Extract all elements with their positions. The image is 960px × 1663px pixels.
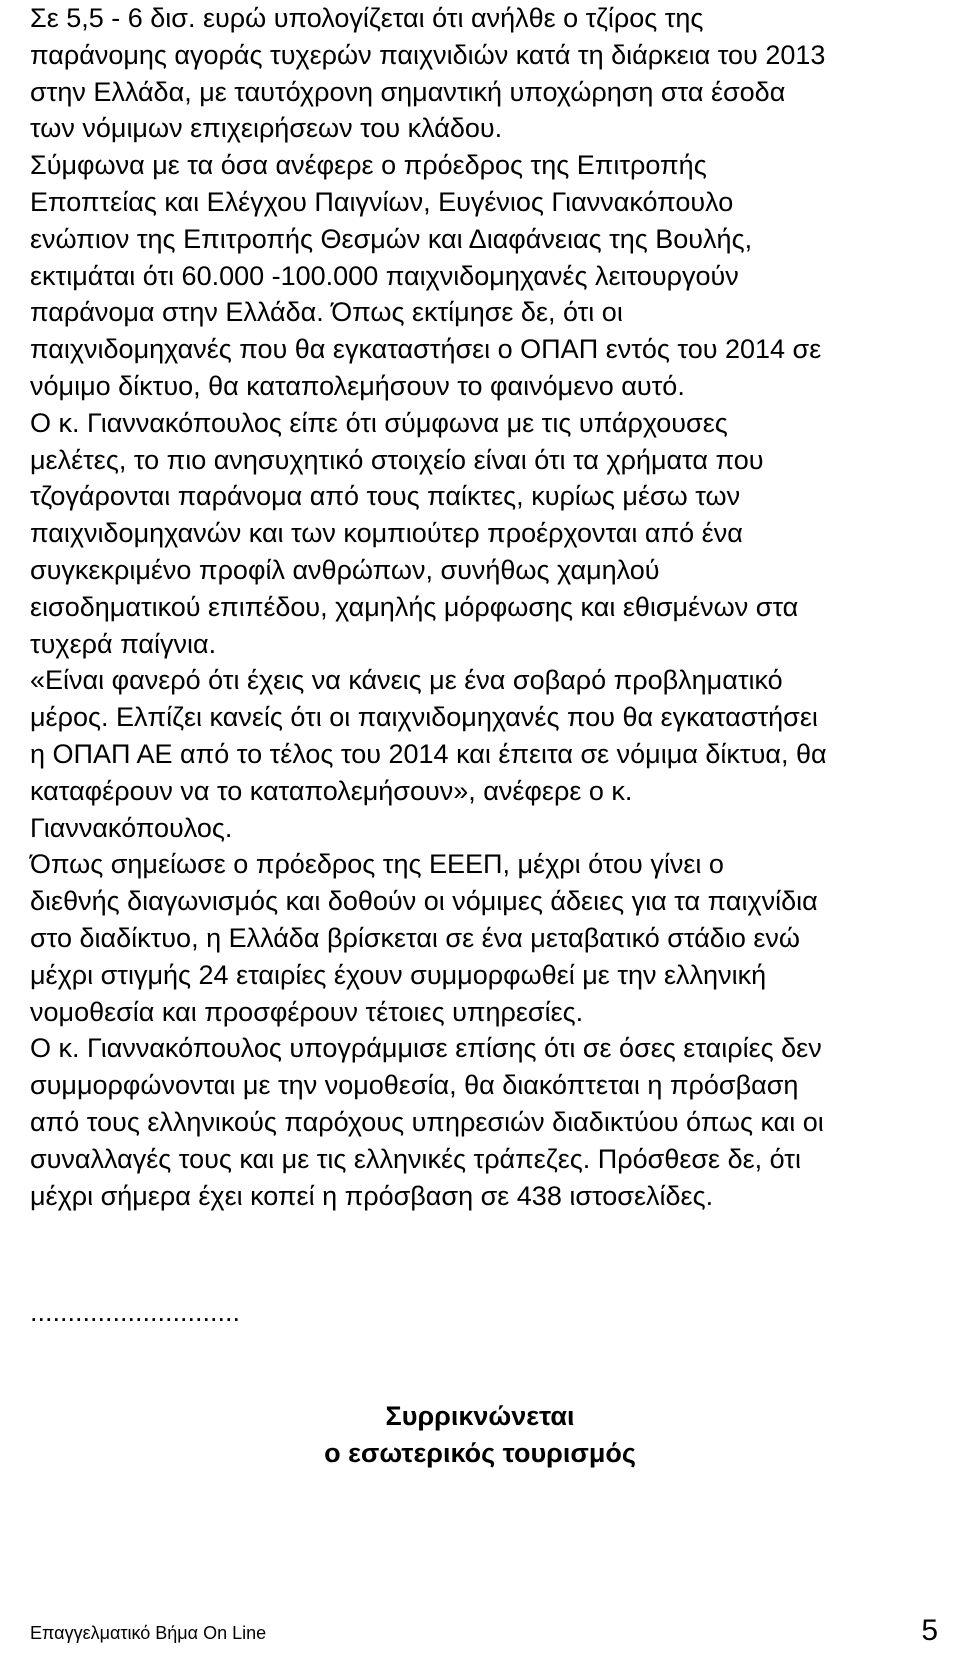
- paragraph-1: Σε 5,5 - 6 δισ. ευρώ υπολογίζεται ότι ανήλθε ο τζίρος της παράνομης αγοράς τυχερών παιχνιδιών κατά τη διάρκεια του 2013 στην Ελλάδα, με ταυτόχρονη σημαντική υποχώρηση στα έσοδα των νόμιμων επιχειρήσεων του κλάδου.: [30, 3, 826, 144]
- article-text: [30, 0, 940, 1214]
- next-article-title: [0, 1398, 960, 1472]
- next-article-title-line-1: Συρρικνώνεται: [385, 1401, 575, 1431]
- paragraph-4: «Είναι φανερό ότι έχεις να κάνεις με ένα σοβαρό προβληματικό μέρος. Ελπίζει κανείς ότι οι παιχνιδομηχανές που θα εγκαταστήσει η ΟΠΑΠ ΑΕ από το τέλος του 2014 και έπειτα σε νόμιμα δίκτυα, θα καταφέρουν να το καταπολεμήσουν», ανέφερε ο κ. Γιαννακόπουλος.: [30, 665, 827, 843]
- next-article-title-line-2: ο εσωτερικός τουρισμός: [324, 1438, 636, 1468]
- paragraph-3: Ο κ. Γιαννακόπουλος είπε ότι σύμφωνα με τις υπάρχουσες μελέτες, το πιο ανησυχητικό στοιχείο είναι ότι τα χρήματα που τζογάρονται παράνομα από τους παίκτες, κυρίως μέσω των παιχνιδομηχανών και των κομπιούτερ προέρχονται από ένα συγκεκριμένο προφίλ ανθρώπων, συνήθως χαμηλού εισοδηματικού επιπέδου, χαμηλής μόρφωσης και εθισμένων στα τυχερά παίγνια.: [30, 407, 799, 659]
- footer-publication: Επαγγελματικό Βήμα On Line: [30, 1623, 267, 1643]
- page-number: 5: [921, 1614, 938, 1647]
- article-body: [30, 0, 940, 1214]
- paragraph-5: Όπως σημείωσε ο πρόεδρος της ΕΕΕΠ, μέχρι ότου γίνει ο διεθνής διαγωνισμός και δοθούν οι νόμιμες άδειες για τα παιχνίδια στο διαδίκτυο, η Ελλάδα βρίσκεται σε ένα μεταβατικό στάδιο ενώ μέχρι στιγμής 24 εταιρίες έχουν συμμορφωθεί με την ελληνική νομοθεσία και προσφέρουν τέτοιες υπηρεσίες.: [30, 849, 818, 1027]
- paragraph-2: Σύμφωνα με τα όσα ανέφερε ο πρόεδρος της Επιτροπής Εποπτείας και Ελέγχου Παιγνίων, Ευγένιος Γιαννακόπουλο ενώπιον της Επιτροπής Θεσμών και Διαφάνειας της Βουλής, εκτιμάται ότι 60.000 -100.000 παιχνιδομηχανές λειτουργούν παράνομα στην Ελλάδα. Όπως εκτίμησε δε, ότι οι παιχνιδομηχανές που θα εγκαταστήσει ο ΟΠΑΠ εντός του 2014 σε νόμιμο δίκτυο, θα καταπολεμήσουν το φαινόμενο αυτό.: [30, 150, 822, 401]
- paragraph-6: Ο κ. Γιαννακόπουλος υπογράμμισε επίσης ότι σε όσες εταιρίες δεν συμμορφώνονται με την νομοθεσία, θα διακόπτεται η πρόσβαση από τους ελληνικούς παρόχους υπηρεσιών διαδικτύου όπως και οι συναλλαγές τους και με τις ελληνικές τράπεζες. Πρόσθεσε δε, ότι μέχρι σήμερα έχει κοπεί η πρόσβαση σε 438 ιστοσελίδες.: [30, 1033, 824, 1211]
- section-separator: ............................: [30, 1297, 241, 1327]
